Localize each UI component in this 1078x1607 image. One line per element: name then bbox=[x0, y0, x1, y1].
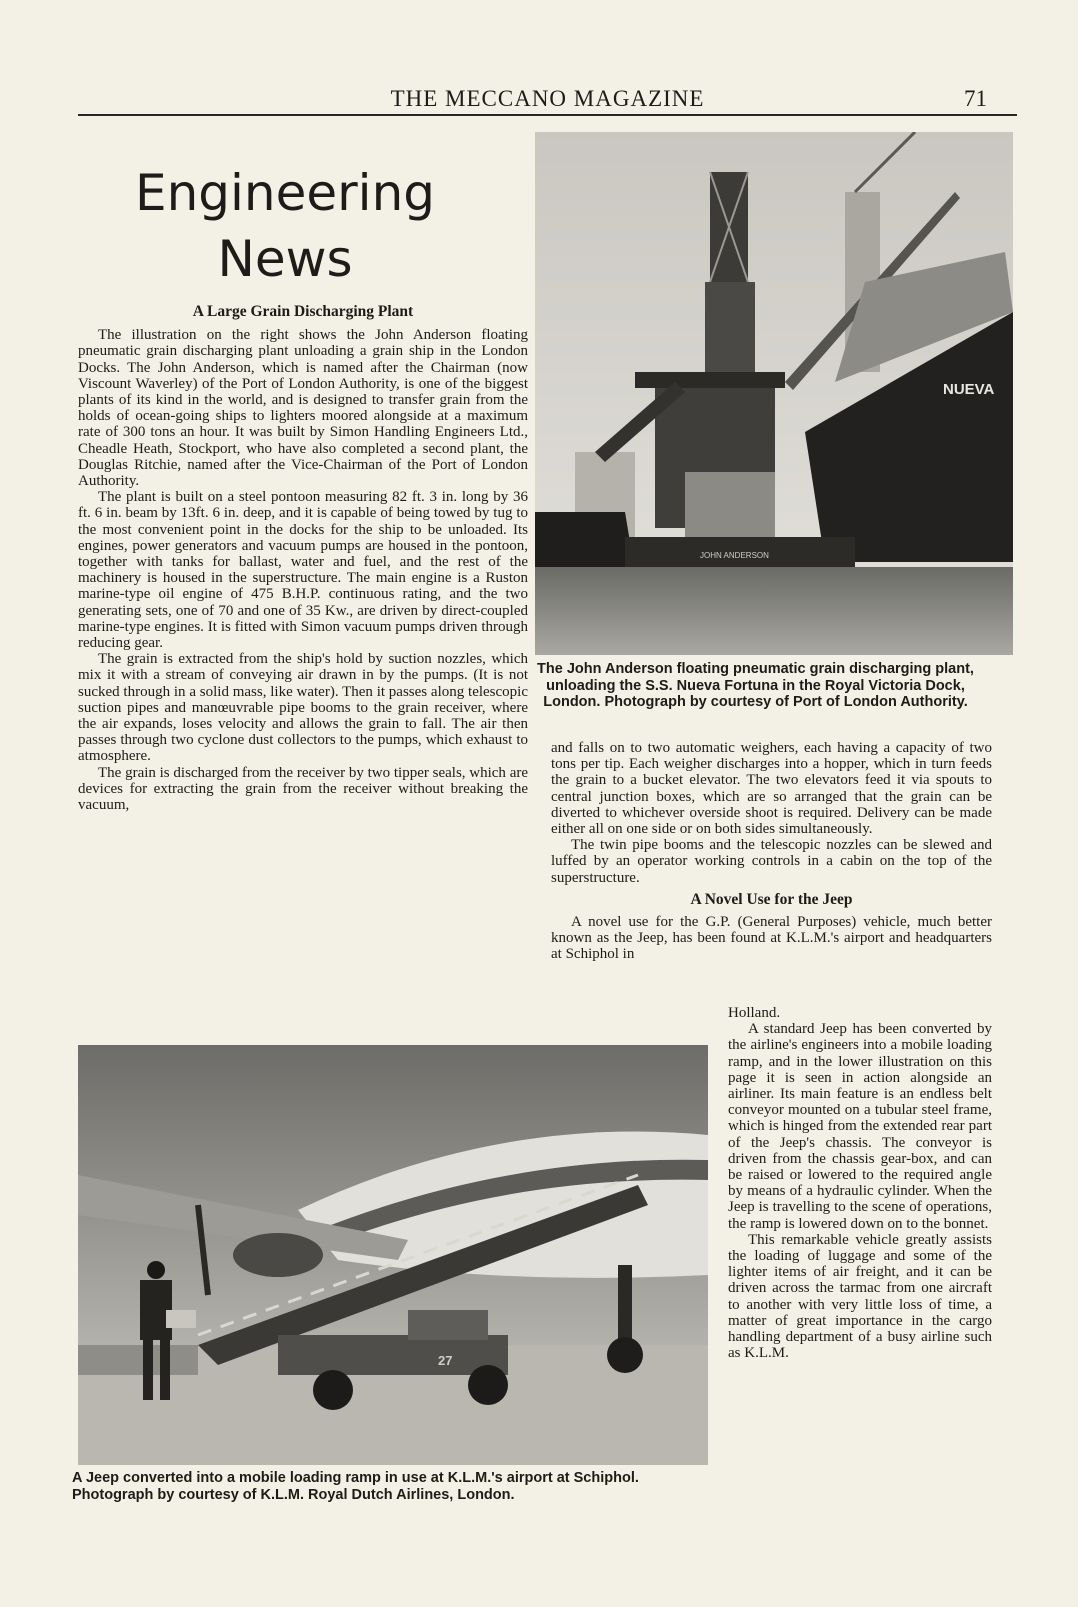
running-title: THE MECCANO MAGAZINE bbox=[390, 86, 705, 111]
running-head bbox=[78, 84, 1017, 116]
right-upper-column bbox=[551, 740, 992, 963]
grain-paragraph-6: The twin pipe booms and the telescopic nozzles can be slewed and luffed by an operator working controls in a cabin on the top of the superstructure. bbox=[551, 837, 992, 886]
grain-paragraph-2: The plant is built on a steel pontoon measuring 82 ft. 3 in. long by 36 ft. 6 in. beam by 13ft. 6 in. deep, and it is capable of being towed by tug to the most convenient point in the docks for the ship to be unloaded. Its engines, power generators and vacuum pumps are housed in the pontoon, together with tanks for ballast, water and fuel, and the rest of the machinery is housed in the superstructure. The main engine is a Ruston marine-type oil engine of 475 B.H.P. continuous rating, and the two generating sets, one of 70 and one of 35 Kw., are driven by direct-coupled marine-type engines. It is fitted with Simon vacuum pumps driven through reducing gear. bbox=[78, 489, 528, 652]
jeep-paragraph-1: A novel use for the G.P. (General Purposes) vehicle, much better known as the Jeep, has been found at K.L.M.'s airport and headquarters at Schiphol in bbox=[551, 914, 992, 963]
pontoon-name-text: JOHN ANDERSON bbox=[700, 551, 769, 560]
jeep-paragraph-1-end: Holland. bbox=[728, 1005, 781, 1021]
jeep-loading-ramp-photo bbox=[78, 1045, 708, 1465]
jeep-article-heading: A Novel Use for the Jeep bbox=[690, 890, 853, 908]
ship-name-text: NUEVA bbox=[943, 381, 995, 398]
page-headline bbox=[120, 160, 450, 292]
grain-paragraph-1: The illustration on the right shows the John Anderson floating pneumatic grain discharging plant unloading a grain ship in the London Docks. The John Anderson, which is named after the Chairman (now Viscount Waverley) of the Port of London Authority, is one of the biggest plants of its kind in the world, and is designed to transfer grain from the holds of ocean-going ships to lighters moored alongside at a maximum rate of 300 tons an hour. It was built by Simon Handling Engineers Ltd., Cheadle Heath, Stockport, who have also completed a second plant, the Douglas Ritchie, named after the Vice-Chairman of the Port of London Authority. bbox=[78, 327, 528, 490]
jeep-loading-ramp-image bbox=[78, 1045, 708, 1465]
grain-paragraph-5: and falls on to two automatic weighers, each having a capacity of two tons per tip. Each weigher discharges into a hopper, which in turn feeds the grain to a bucket elevator. The two elevators feed it via spouts to central junction boxes, which are so arranged that the grain can be diverted to whichever overside shoot is required. Delivery can be made either all on one side or on both sides simultaneously. bbox=[551, 740, 992, 838]
grain-plant-photo-image bbox=[535, 132, 1013, 655]
headline-line-2: News bbox=[217, 230, 353, 288]
page-number: 71 bbox=[964, 86, 987, 111]
headline-line-1: Engineering bbox=[135, 164, 435, 222]
grain-article-heading: A Large Grain Discharging Plant bbox=[192, 303, 414, 320]
grain-paragraph-4: The grain is discharged from the receiver by two tipper seals, which are devices for extracting the grain from the receiver without breaking the vacuum, bbox=[78, 764, 528, 814]
grain-photo-caption: The John Anderson floating pneumatic grain discharging plant, unloading the S.S. Nueva Fortuna in the Royal Victoria Dock, London. Photograph by courtesy of Port of London Authority. bbox=[537, 661, 974, 710]
jeep-number-text: 27 bbox=[438, 1353, 453, 1368]
jeep-narrow-column bbox=[728, 1005, 992, 1361]
grain-plant-photo bbox=[535, 132, 1013, 655]
jeep-paragraph-3: This remarkable vehicle greatly assists the loading of luggage and some of the lighter items of air freight, and it can be driven across the tarmac from one aircraft to another with very little loss of time, a matter of great importance in the cargo handling department of a busy airline such as K.L.M. bbox=[728, 1231, 992, 1362]
jeep-paragraph-2: A standard Jeep has been converted by the airline's engineers into a mobile loading ramp, and in the lower illustration on this page it is seen in action alongside an airliner. Its main feature is an endless belt conveyor mounted on a tubular steel frame, which is hinged from the extended rear part of the Jeep's chassis. The conveyor is driven from the chassis gear-box, and can be raised or lowered to the required angle by means of a hydraulic cylinder. When the Jeep is travelling to the scene of operations, the ramp is lowered down on to the bonnet. bbox=[728, 1021, 992, 1232]
jeep-photo-caption: A Jeep converted into a mobile loading ramp in use at K.L.M.'s airport at Schiphol. Photograph by courtesy of K.L.M. Royal Dutch Airlines, London. bbox=[72, 1470, 639, 1503]
grain-article-left-column bbox=[78, 304, 528, 813]
grain-paragraph-3: The grain is extracted from the ship's hold by suction nozzles, which mix it with a stream of conveying air drawn in by the pumps. (It is not sucked through in a solid mass, like water). Then it passes along telescopic suction pipes and manœuvrable pipe booms to the grain receiver, where the air expands, loses velocity and allows the grain to fall. The air then passes through two cyclone dust collectors to the pumps, which exhaust to atmosphere. bbox=[78, 651, 528, 765]
